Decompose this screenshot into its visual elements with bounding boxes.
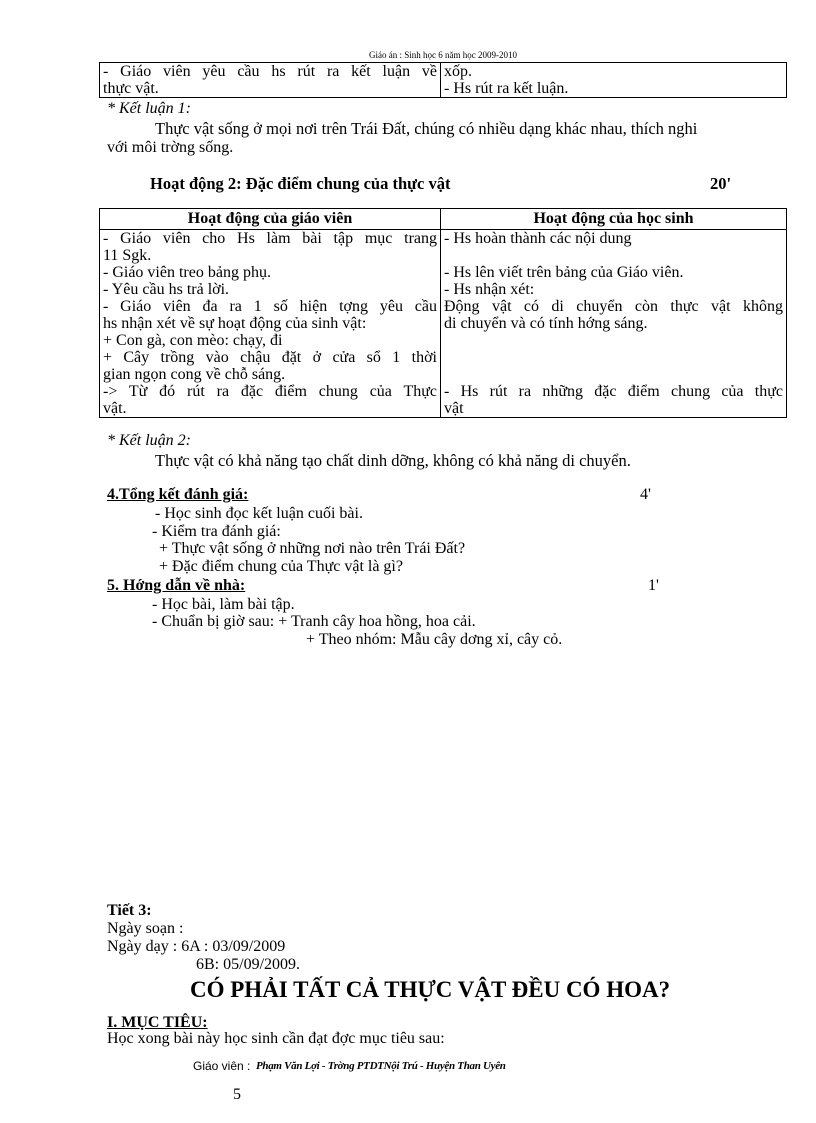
conclusion-1-line-2: với môi trờng sống. xyxy=(107,139,234,156)
page-number: 5 xyxy=(233,1086,241,1103)
section-4-line-3: + Thực vật sống ở những nơi nào trên Trái Đất? xyxy=(159,540,466,557)
student-line: di chuyển và có tính hớng sáng. xyxy=(444,315,648,332)
section-5-time: 1' xyxy=(648,577,659,594)
conclusion-1-title: * Kết luận 1: xyxy=(107,100,191,117)
lesson-heading: CÓ PHẢI TẤT CẢ THỰC VẬT ĐỀU CÓ HOA? xyxy=(190,977,671,1002)
conclusion-2-text: Thực vật có khả năng tạo chất dinh dỡng, không có khả năng di chuyển. xyxy=(155,451,631,470)
teacher-line: - Giáo viên treo bảng phụ. xyxy=(103,264,271,281)
activity-table xyxy=(99,208,787,418)
teacher-line: - Giáo viên đa ra 1 số hiện tợng yêu cầu xyxy=(103,298,437,315)
student-line: - Hs rút ra những đặc điểm chung của thực xyxy=(444,383,783,400)
section-4-line-2: - Kiểm tra đánh giá: xyxy=(152,523,281,540)
section-4-time: 4' xyxy=(640,486,651,503)
teach-date-b: 6B: 05/09/2009. xyxy=(196,956,301,973)
teacher-line: gian ngọn cong về chỗ sáng. xyxy=(103,366,286,383)
section-4-line-4: + Đặc điểm chung của Thực vật là gì? xyxy=(159,558,403,575)
footer-label: Giáo viên : xyxy=(193,1059,251,1073)
section-5-title: 5. Hớng dẫn về nhà: xyxy=(107,577,246,594)
teacher-line: - Yêu cầu hs trả lời. xyxy=(103,281,230,298)
top-table-teacher-cell xyxy=(100,63,441,98)
conclusion-1-line-1: Thực vật sống ở mọi nơi trên Trái Đất, chúng có nhiều dạng khác nhau, thích nghi xyxy=(155,119,698,138)
top-table-student-line-2: - Hs rút ra kết luận. xyxy=(444,80,569,97)
student-line xyxy=(444,366,783,383)
student-line: - Hs nhận xét: xyxy=(444,281,535,298)
section-5-line-2: - Chuẩn bị giờ sau: + Tranh cây hoa hồng, hoa cải. xyxy=(152,613,476,630)
objective-text: Học xong bài này học sinh cần đạt đợc mục tiêu sau: xyxy=(107,1030,445,1047)
section-5-line-1: - Học bài, làm bài tập. xyxy=(152,596,295,613)
teacher-line: hs nhận xét về sự hoạt động của sinh vật: xyxy=(103,315,367,332)
student-line: - Hs hoàn thành các nội dung xyxy=(444,230,632,247)
lesson-title: Tiết 3: xyxy=(107,902,152,919)
table-row xyxy=(100,230,787,418)
teacher-line: 11 Sgk. xyxy=(103,247,152,264)
teacher-line: - Giáo viên cho Hs làm bài tập mục trang xyxy=(103,230,437,247)
teacher-line: + Cây trồng vào chậu đặt ở cửa sổ 1 thời xyxy=(103,349,437,366)
teacher-line: + Con gà, con mèo: chạy, đi xyxy=(103,332,283,349)
objective-title: I. MỤC TIÊU: xyxy=(107,1014,208,1031)
header-teacher: Hoạt động của giáo viên xyxy=(100,209,441,230)
top-table-student-line-1: xốp. xyxy=(444,63,472,80)
student-line xyxy=(444,332,783,349)
teacher-cell xyxy=(100,230,441,418)
table-header-row xyxy=(100,209,787,230)
header-student: Hoạt động của học sinh xyxy=(441,209,787,230)
top-table xyxy=(99,62,787,98)
top-table-teacher-line-1: - Giáo viên yêu cầu hs rút ra kết luận về xyxy=(103,63,437,80)
page-header: Giáo án : Sinh học 6 năm học 2009-2010 xyxy=(369,50,517,60)
section-4-line-1: - Học sinh đọc kết luận cuối bài. xyxy=(155,505,363,522)
student-cell xyxy=(441,230,787,418)
student-line: Động vật có di chuyển còn thực vật không xyxy=(444,298,783,315)
top-table-teacher-line-2: thực vật. xyxy=(103,80,159,97)
teach-date-a: Ngày dạy : 6A : 03/09/2009 xyxy=(107,938,286,955)
teacher-line: -> Từ đó rút ra đặc điểm chung của Thực xyxy=(103,383,437,400)
prep-date: Ngày soạn : xyxy=(107,920,184,937)
section-4-title: 4.Tổng kết đánh giá: xyxy=(107,486,249,503)
student-line: vật xyxy=(444,400,464,417)
activity-2-time: 20' xyxy=(710,174,732,193)
teacher-line: vật. xyxy=(103,400,127,417)
conclusion-2-title: * Kết luận 2: xyxy=(107,432,191,449)
table-row xyxy=(100,63,787,98)
footer-signature: Phạm Văn Lợi - Trờng PTDTNội Trú - Huyện Than Uyên xyxy=(256,1060,506,1072)
student-line xyxy=(444,247,783,264)
student-line: - Hs lên viết trên bảng của Giáo viên. xyxy=(444,264,684,281)
top-table-student-cell xyxy=(441,63,787,98)
student-line xyxy=(444,349,783,366)
activity-2-title: Hoạt động 2: Đặc điểm chung của thực vật xyxy=(150,174,451,193)
section-5-line-3: + Theo nhóm: Mẫu cây dơng xỉ, cây cỏ. xyxy=(306,631,563,648)
